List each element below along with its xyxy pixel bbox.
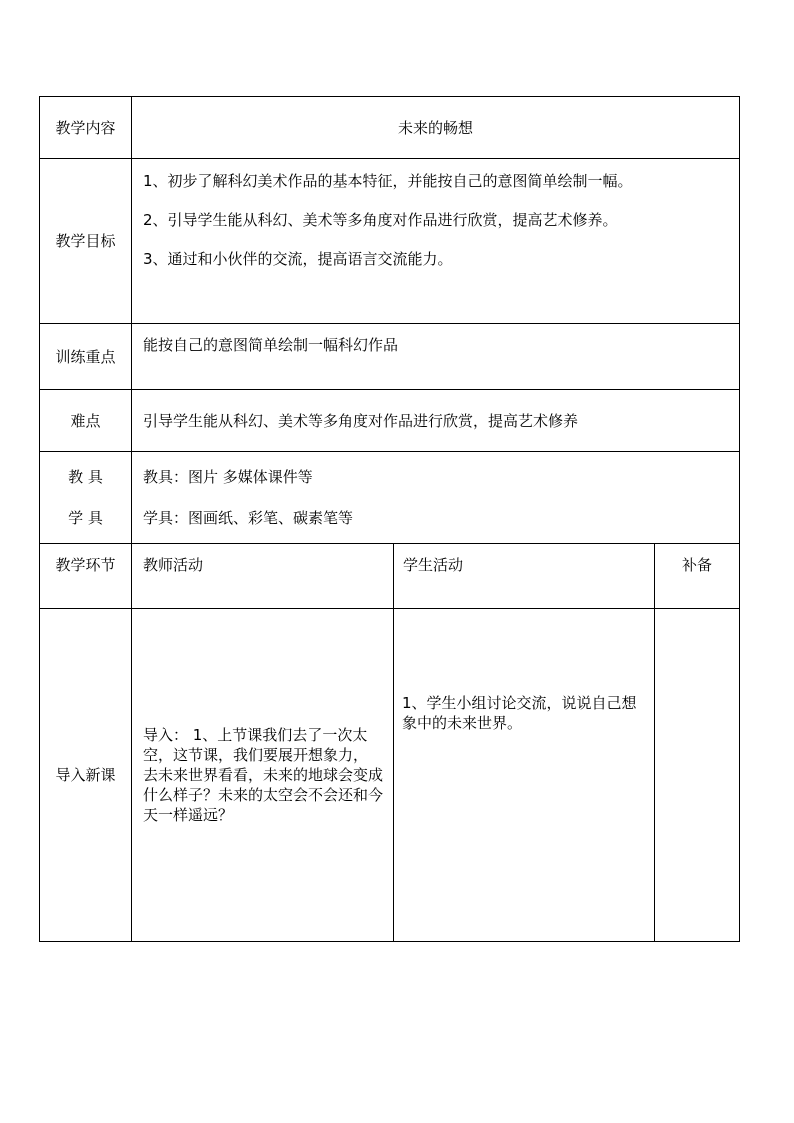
- teaching-tools-value: 教具：图片 多媒体课件等: [143, 468, 313, 486]
- tools-value-cell: [132, 452, 740, 544]
- tools-row: [40, 452, 740, 544]
- difficulty-value: 引导学生能从科幻、美术等多角度对作品进行欣赏，提高艺术修养: [132, 390, 740, 452]
- focus-row: [40, 324, 740, 390]
- learning-tools-value: 学具：图画纸、彩笔、碳素笔等: [143, 509, 354, 527]
- goals-label: 教学目标: [40, 159, 132, 324]
- stage-header: 教学环节: [40, 544, 132, 609]
- supplement-cell: [655, 609, 740, 942]
- student-activity: 1、学生小组讨论交流，说说自己想象中的未来世界。: [394, 609, 655, 942]
- content-label: 教学内容: [40, 97, 132, 159]
- goal-item: 1、初步了解科幻美术作品的基本特征，并能按自己的意图简单绘制一幅。: [143, 172, 633, 190]
- teacher-header: 教师活动: [132, 544, 394, 609]
- content-row: [40, 97, 740, 159]
- goals-cell: [132, 159, 740, 324]
- stage-cell: 导入新课: [40, 609, 132, 942]
- lesson-title: 未来的畅想: [132, 97, 740, 159]
- activity-row: [40, 609, 740, 942]
- teaching-tools-label: 教 具: [68, 468, 103, 486]
- goal-item: 3、通过和小伙伴的交流，提高语言交流能力。: [143, 250, 453, 268]
- difficulty-row: [40, 390, 740, 452]
- activity-header-row: [40, 544, 740, 609]
- teacher-activity: 导入： 1、上节课我们去了一次太空，这节课，我们要展开想象力， 去未来世界看看，未来的地球会变成什么样子？未来的太空会不会还和今天一样遥远？: [132, 609, 394, 942]
- difficulty-label: 难点: [40, 390, 132, 452]
- goal-item: 2、引导学生能从科幻、美术等多角度对作品进行欣赏，提高艺术修养。: [143, 211, 618, 229]
- focus-value: 能按自己的意图简单绘制一幅科幻作品: [132, 324, 740, 390]
- lesson-plan-table: [39, 96, 740, 942]
- supplement-header: 补备: [655, 544, 740, 609]
- goals-row: [40, 159, 740, 324]
- student-header: 学生活动: [394, 544, 655, 609]
- focus-label: 训练重点: [40, 324, 132, 390]
- tools-label-cell: [40, 452, 132, 544]
- learning-tools-label: 学 具: [68, 509, 103, 527]
